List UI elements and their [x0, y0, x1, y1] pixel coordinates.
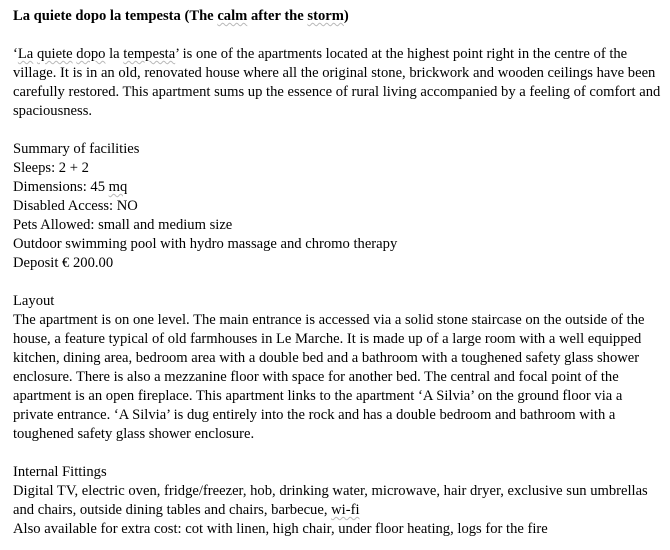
intro-word: tempesta: [123, 46, 176, 62]
document-body: [13, 7, 663, 539]
title-text-part: La quiete dopo la tempesta (The: [13, 8, 218, 24]
fittings-list-text: Digital TV, electric oven, fridge/freezer, hob, drinking water, microwave, hair dryer, exclusive sun umbrellas and chairs, outside dining tables and chairs, barbecue,: [13, 483, 648, 518]
intro-space: la: [105, 46, 124, 62]
facility-disabled-access: Disabled Access: NO: [13, 198, 138, 214]
facility-deposit: Deposit € 200.00: [13, 255, 114, 271]
title-text-part: after the: [247, 8, 308, 24]
fittings-heading: Internal Fittings: [13, 464, 107, 480]
dimensions-unit: mq: [108, 179, 128, 195]
facility-sleeps: Sleeps: 2 + 2: [13, 160, 89, 176]
facility-pets: Pets Allowed: small and medium size: [13, 217, 233, 233]
title-text-part: ): [343, 8, 349, 24]
intro-open-quote: ‘: [13, 46, 18, 62]
intro-word: quiete: [36, 46, 73, 62]
layout-heading: Layout: [13, 293, 55, 309]
facilities-section: [13, 140, 663, 273]
facility-dimensions: [13, 178, 663, 197]
title-word-calm: calm: [217, 8, 248, 24]
intro-paragraph: [13, 45, 663, 121]
layout-section: [13, 292, 663, 444]
intro-word: dopo: [76, 46, 106, 62]
fittings-wifi: wi-fi: [331, 502, 360, 518]
intro-word: La: [17, 46, 34, 62]
intro-text: ’ is one of the apartments located at the highest point right in the centre of the village. It is in an old, renovated house where all the original stone, brickwork and wooden ceilings have been carefully restored. This apartment sums up the essence of rural living accompanied by a feeling of comfort and spaciousness.: [13, 46, 661, 119]
facilities-heading: Summary of facilities: [13, 141, 140, 157]
page-title: [13, 7, 663, 26]
layout-text: The apartment is on one level. The main entrance is accessed via a solid stone staircase on the outside of the house, a feature typical of old farmhouses in Le Marche. It is made up of a large room with a well equipped kitchen, dining area, bedroom area with a double bed and a bathroom with a toughened safety glass shower enclosure. There is also a mezzanine floor with space for another bed. The central and focal point of the apartment is an open fireplace. This apartment links to the apartment ‘A Silvia’ on the ground floor via a private entrance. ‘A Silvia’ is dug entirely into the rock and has a double bedroom and bathroom with a toughened safety glass shower enclosure.: [13, 312, 645, 442]
title-word-storm: storm: [307, 8, 344, 24]
fittings-list: [13, 482, 663, 520]
facility-pool: Outdoor swimming pool with hydro massage and chromo therapy: [13, 236, 398, 252]
fittings-section: [13, 463, 663, 539]
fittings-extra: Also available for extra cost: cot with linen, high chair, under floor heating, logs for the fire: [13, 521, 548, 537]
dimensions-label: Dimensions: 45: [13, 179, 109, 195]
